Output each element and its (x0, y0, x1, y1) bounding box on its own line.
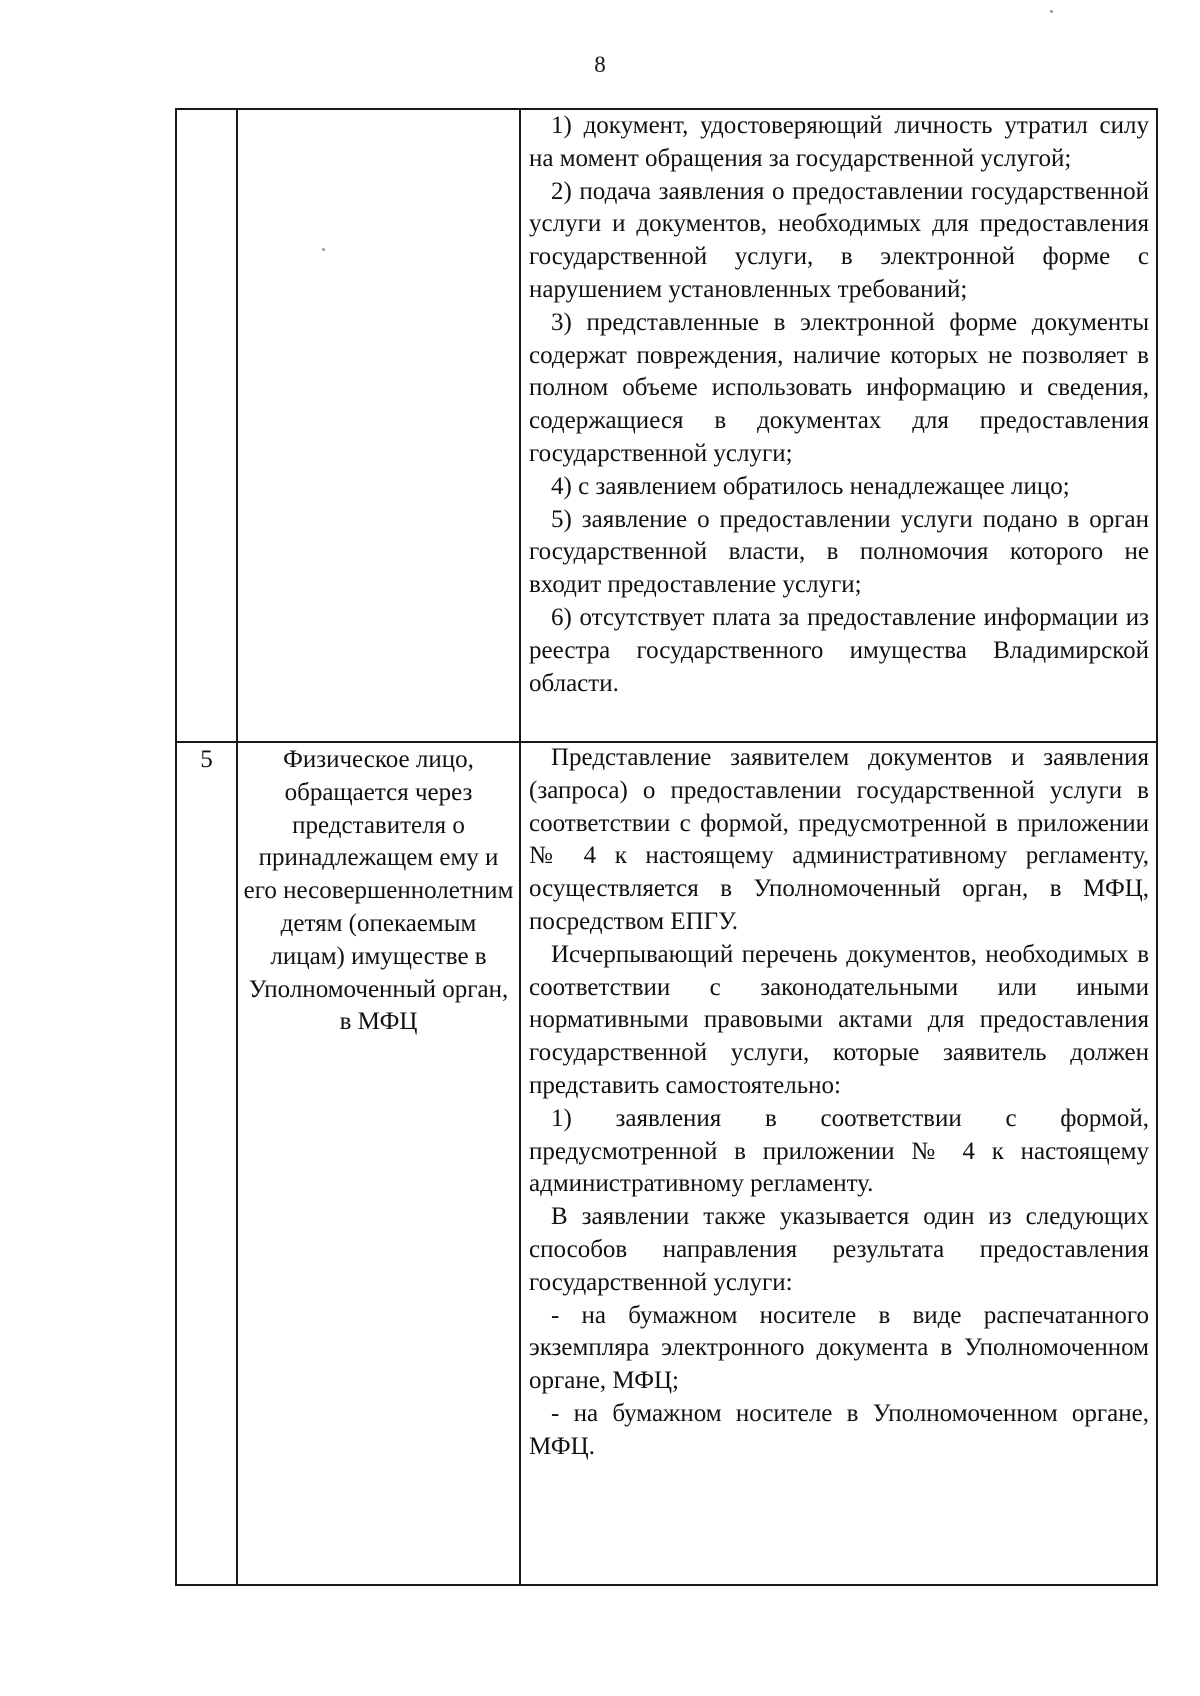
column-divider (519, 110, 521, 1584)
content-paragraph: - на бумажном носителе в виде распечатанного экземпляра электронного документа в Уполномоченном органе, МФЦ; (529, 1301, 1149, 1395)
document-table (175, 108, 1158, 1586)
content-paragraph: 5) заявление о предоставлении услуги подано в орган государственной власти, в полномочия которого не входит предоставление услуги; (529, 505, 1149, 599)
scan-speck (322, 248, 325, 251)
content-paragraph: Представление заявителем документов и заявления (запроса) о предоставлении государственной услуги в соответствии с формой, предусмотренной в приложении № 4 к настоящему административному регламенту, осуществляется в Уполномоченный орган, в МФЦ, посредством ЕПГУ. (529, 744, 1149, 935)
content-paragraph: 3) представленные в электронной форме документы содержат повреждения, наличие которых не позволяет в полном объеме использовать информацию и сведения, содержащиеся в документах для предоставления государственной услуги; (529, 308, 1149, 467)
page-number: 8 (594, 52, 606, 77)
row-number: 5 (200, 746, 213, 773)
content-paragraph: - на бумажном носителе в Уполномоченном органе, МФЦ. (529, 1399, 1149, 1460)
content-paragraph: 1) заявления в соответствии с формой, предусмотренной в приложении № 4 к настоящему административному регламенту. (529, 1104, 1149, 1198)
content-paragraph: 2) подача заявления о предоставлении государственной услуги и документов, необходимых для предоставления государственной услуги, в электронной форме с нарушением установленных требований; (529, 177, 1149, 303)
content-paragraph: В заявлении также указывается один из следующих способов направления результата предоставления государственной услуги: (529, 1203, 1149, 1296)
scan-speck (1050, 10, 1053, 13)
row-content (529, 742, 1149, 1464)
content-paragraph: 6) отсутствует плата за предоставление информации из реестра государственного имущества Владимирской области. (529, 603, 1149, 697)
row-subject: Физическое лицо, обращается через представителя о принадлежащем ему и его несовершеннолетним детям (опекаемым лицам) имуществе в Уполномоченный орган, в МФЦ (243, 746, 514, 1036)
content-paragraph: Исчерпывающий перечень документов, необходимых в соответствии с законодательными или иными нормативными правовыми актами для предоставления государственной услуги, которые заявитель должен представить самостоятельно: (529, 940, 1149, 1099)
row-content (529, 110, 1149, 700)
content-paragraph: 4) с заявлением обратилось ненадлежащее лицо; (551, 472, 1070, 500)
content-paragraph: 1) документ, удостоверяющий личность утратил силу на момент обращения за государственной услугой; (529, 112, 1149, 172)
